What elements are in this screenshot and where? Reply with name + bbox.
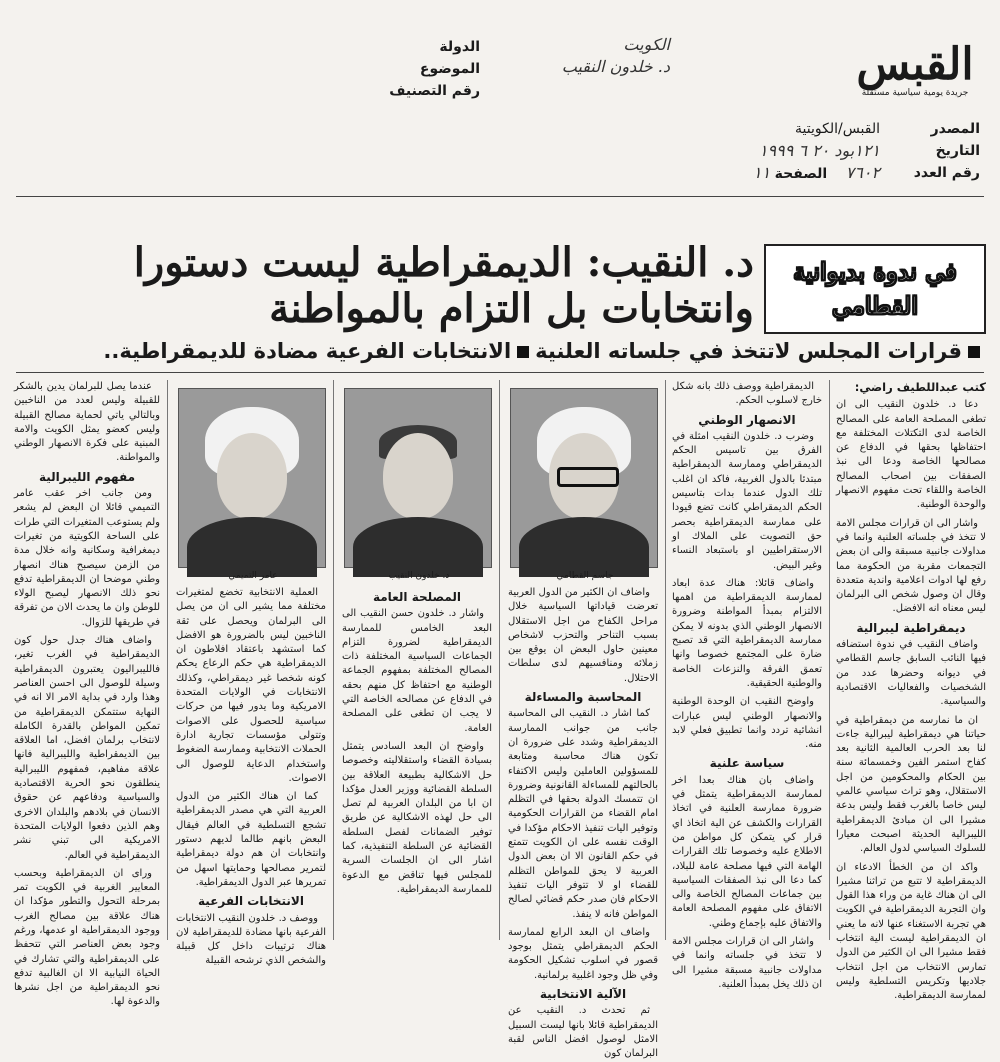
date-value: ١٢١بود ٢٠ ٦ ١٩٩٩ bbox=[758, 141, 880, 160]
subhead-part-2: الانتخابات الفرعية مضادة للديمقراطية.. bbox=[103, 339, 512, 363]
headline bbox=[16, 240, 754, 332]
meta-labels-bottom bbox=[880, 118, 980, 184]
country-value: الكويت bbox=[623, 35, 670, 54]
column-2 bbox=[672, 380, 822, 990]
column-divider bbox=[499, 380, 500, 940]
column-divider bbox=[333, 380, 334, 940]
face-shape bbox=[383, 433, 453, 519]
paragraph: واشار الى ان قرارات مجلس الامة لا تتخذ في جلساته العلنية وانما في مداولات جانبية مسبقة والى ان بعض التجمعات مقربة من الحكومة مما رفع لها ادوات اعلامية واندية متعددة وقال ان وصول شخص الى البرلمان ليس معناه انه الافضل. bbox=[836, 517, 986, 615]
meta-labels-top bbox=[360, 36, 480, 102]
paragraph: واوضح ان البعد السادس يتمثل بسيادة القضاء واستقلاليته وخصوصا حل الاشكالية بطبيعة العلاقة بين السلطة القضائية ووزير العدل مؤكدا ان ابا من البلدان العربية لم تصل الى حل لهذه الاشكالية عن طريق توفير الضمانات لفصل السلطة القضائية عن السلطة التنفيذية، كما اشار الى ان الجلسات السرية للمجلس فيها تناقض مع الدعوة للممارسة الديمقراطية. bbox=[342, 740, 492, 895]
photo-caption: جاسم القطامي bbox=[556, 571, 614, 581]
photo-caption: د. خلدون النقيب bbox=[388, 571, 450, 581]
subject-label: الموضوع bbox=[419, 61, 480, 77]
kicker-text: في ندوة بديوانية القطامي bbox=[793, 257, 957, 320]
paragraph: ان ما نمارسه من ديمقراطية في حياتنا هي ديمقراطية ليبرالية جاءت لنا بعد الحرب العالمية الثانية بعد كفاح استمر الفين وخمسمائة سنة بين الحكام والمحكومين من اجل الاستقلال، وهو تراث سياسي عالمي ليس خاصا بالغرب فقط وليس بدعة مشيرا الى ان مبادئ الديمقراطية الليبرالية الحديثة اصبحت معيارا للسلوك السياسي لدول العالم. bbox=[836, 714, 986, 855]
shoulders-shape bbox=[187, 517, 317, 577]
meta-values-top bbox=[480, 34, 670, 78]
paragraph: ثم تحدث د. النقيب عن الديمقراطية قائلا بانها ليست السبيل الامثل لوصول افضل الناس لقبة البرلمان كون bbox=[508, 1005, 658, 1060]
column-divider bbox=[167, 380, 168, 940]
paragraph: دعا د. خلدون النقيب الى ان تطغى المصلحة العامة على المصالح الخاصة لدى التكتلات المختلفة مع احتفاظها بحقها في الدفاع عن مصالحها الخاصة ودعا الى نبذ الصفقات بين اصحاب المصالح الخاصة واللقاء تحت مفهوم الانصهار والوحدة الوطنية. bbox=[836, 399, 986, 511]
header-divider bbox=[16, 196, 984, 197]
source-label: المصدر bbox=[930, 121, 980, 137]
paragraph: العملية الانتخابية تخضع لمتغيرات مختلفة مما يشير الى ان من يصل الى البرلمان ويحصل على ثقة الناخبين ليس بالضرورة هو الافضل كما استشهد باعتقاد افلاطون ان الديمقراطية هي حكم الرعاع يحكم كونه شخصا غير ديمقراطي، وكذلك الانتخابات في الولايات المتحدة الامريكية وما يدور فيها من حركات سياسية للحصول على الاصوات وتتولى مؤسسات تجارية ادارة الحملات الانتخابية وممارسة الضغوط واستخدام الدعاية للوصول الى الاصوات. bbox=[176, 587, 326, 784]
column-5 bbox=[176, 586, 326, 967]
paragraph: ومن جانب اخر عقب عامر التميمي قائلا ان البعض لم يشعر ولم يستوعب المتغيرات التي طرات على الساحة الكويتية من تغيرات ديمغرافية وسكانية وانه خلال مدة من الزمن سيصبح هناك انصهار وطني موضحا ان الديمقراطية تدفع نحو ذلك الانصهار ليصبح الولاء للوطن وان ما يحدث الان من تفرقة في طريقها للزوال. bbox=[14, 488, 160, 628]
paragraph: الديمقراطية ووصف ذلك بانه شكل خارج لاسلوب الحكم. bbox=[672, 381, 822, 407]
subheadline bbox=[14, 336, 986, 366]
issue-value: ٧٦٠٢ bbox=[845, 163, 880, 182]
headline-line-2: وانتخابات بل التزام بالمواطنة bbox=[269, 285, 754, 332]
paragraph: واشار الى ان قرارات مجلس الامة لا تتخذ في جلساته وانما في مداولات جانبية مسبقة مشيرا الى ان ذلك يخل بمبدأ العلنية. bbox=[672, 935, 822, 990]
page-value: ١١ bbox=[753, 163, 771, 182]
photo-amer-tamimi bbox=[178, 388, 326, 568]
column-6 bbox=[14, 380, 160, 1008]
face-shape bbox=[217, 433, 287, 519]
country-label: الدولة bbox=[439, 39, 480, 55]
shoulders-shape bbox=[353, 517, 483, 577]
paragraph: كما اشار د. النقيب الى المحاسبة جانب من جوانب الممارسة الديمقراطية وشدد على ضرورة ان تكون هناك محاسبة ومتابعة للمسؤولين العاملين وليس الاكتفاء بالحالتهم للمساءلة القانونية وضرورة ان تتمسك الدولة بحقها في التظلم امام القضاء من القرارات الحكومية وتوفير اليات تنفيذ الاحكام مؤكدا في الوقت نفسه على ان الكويت تتمتع في حكم القانون الا ان بعض الدول العربية لا يحق للمواطن التظلم للقضاء او لا تتوفر اليات تنفيذ الاحكام فان صدر حكم قضائي لصالح المواطن فانه لا ينفذ. bbox=[508, 708, 658, 920]
subhead-part-1: قرارات المجلس لاتتخذ في جلساته العلنية bbox=[535, 339, 962, 363]
date-label: التاريخ bbox=[935, 143, 980, 159]
section-heading: الانتخابات الفرعية bbox=[198, 894, 304, 909]
section-heading: ديمقراطية ليبرالية bbox=[856, 620, 966, 635]
column-divider bbox=[665, 380, 666, 940]
paragraph: واضاف هناك جدل حول كون الديمقراطية في الغرب تغير، فالليبراليون يعتبرون الديمقراطية وسيلة للوصول الى احسن العناصر وهذا وارد في بداية الامر الا انه في النهاية ستتمكن الديمقراطية من تمكين المواطن بالقدرة الكاملة لانتخاب برلمان افضل، اما العلاقة بين الديمقراطية والليبرالية فانها علاقة مفاهيم، فمفهوم الليبرالية ينطلقون نحو الحرية الاقتصادية والسياسية ودفاعهم عن حقوق الانسان في بلادهم والبلدان الاخرى وهم الذين دفعوا الولايات المتحدة الامريكية الى تبني نشر الديمقراطية في العالم. bbox=[14, 635, 160, 861]
photo-khaldoun-naqeeb bbox=[344, 388, 492, 568]
section-heading: سياسة علنية bbox=[709, 756, 785, 771]
section-heading: مفهوم الليبرالية bbox=[38, 469, 136, 484]
source-value: القبس/الكويتية bbox=[795, 121, 880, 137]
paragraph: ووصف د. خلدون النقيب الانتخابات الفرعية بانها مضادة للديمقراطية لان هناك ترتيبات داخل كل قبيلة والشخص الذي ترشحه القبيلة bbox=[176, 912, 326, 967]
section-heading: المصلحة العامة bbox=[372, 590, 462, 604]
column-3 bbox=[508, 586, 658, 1060]
paragraph: وراى ان الديمقراطية وبحسب المعايير الغربية في الكويت تمر بمرحلة التحول والتطور مؤكدا ان هناك علاقة بين مصالح الغرب ووجود الديمقراطية او عدمها، ورغم وجود بعض العناصر التي تتحفظ على الديمقراطية والتي تشارك في الحياة النيابية الا ان الغالبية تدفع نحو الديمقراطية من اجل نشرها والدعوة لها. bbox=[14, 867, 160, 1008]
kicker-box bbox=[764, 244, 986, 334]
byline: كتب عبداللطيف راضي: bbox=[854, 380, 986, 394]
paragraph: واشار د. خلدون حسن النقيب الى البعد الخامس للممارسة الديمقراطية لضرورة التزام الجماعات السياسية المختلفة ذات المصالح المختلفة بمفهوم الجماعة الوطنية مع احتفاظ كل منهم بحقه في الدفاع عن مصالحه الخاصة التي لا يجب ان تطغى على المصلحة العامة. bbox=[342, 608, 492, 734]
paragraph: واضاف قائلا: هناك عدة ابعاد لممارسة الديمقراطية من اهمها الالتزام بمبدأ المواطنة وضرورة الانصهار الوطني الذي بدونه لا يمكن ممارسة الديمقراطية التي قد تصبح ضارة على المجتمع خصوصا وانها تعمق الفرقة والنزعات الخاصة والوطنية الحقيقية. bbox=[672, 577, 822, 689]
column-1 bbox=[836, 380, 986, 1002]
paragraph: كما ان هناك الكثير من الدول العربية التي هي مصدر الديمقراطية تشجع التسلطية في العالم فيقال البعض بانهم طالما لديهم دستور وانتخابات ان هم دولة ديمقراطية لتمرير مصالحها وحمايتها اسهل من تمريرها عبر الدول الديمقراطية. bbox=[176, 791, 326, 888]
headline-divider bbox=[16, 372, 984, 373]
logo-name: القبس bbox=[856, 39, 974, 90]
shoulders-shape bbox=[519, 517, 649, 577]
paragraph: واضاف بان هناك بعدا اخر لممارسة الديمقراطية يتمثل في ضرورة ممارسة العلنية في اتخاذ القرارات والكشف عن الية اتخاذ اي قرار كي يتمكن كل مواطن من الاطلاع عليه وخصوصا تلك القرارات الهامة التي فيها مصلحة عامة للبلاد، كما دعا الى نبذ الصفقات السياسية بين جماعات المصالح الخاصة والى الاتفاق على مفهوم المصلحة العامة والاتفاق عليه بإجماع وطني. bbox=[672, 774, 822, 929]
section-heading: الانصهار الوطني bbox=[698, 412, 796, 427]
photo-jassem-qattami bbox=[510, 388, 658, 568]
paragraph: وضرب د. خلدون النقيب امثلة في الفرق بين تاسيس الحكم الديمقراطي وممارسة الديمقراطية مبتدئا بالدول الغربية، فاكد ان اغلب تلك الدول عندما بدات بتاسيس الحكم الديمقراطي كانت تضع قيودا على ممارسة الديمقراطية بحصر حق التصويت على الملاك او الارستقراطيين او باستبعاد النساء وغير البيض. bbox=[672, 430, 822, 571]
glasses-shape bbox=[557, 467, 619, 487]
page-label: الصفحة bbox=[774, 166, 828, 182]
headline-line-1: د. النقيب: الديمقراطية ليست دستورا bbox=[133, 239, 754, 286]
photo-caption: عامر التميمي bbox=[228, 571, 278, 581]
section-heading: المحاسبة والمساءلة bbox=[524, 690, 642, 705]
issue-label: رقم العدد bbox=[913, 165, 980, 181]
meta-values-bottom bbox=[620, 118, 880, 185]
logo-tagline: جريدة يومية سياسية مستقلة bbox=[861, 88, 969, 98]
paragraph: واكد ان من الخطأ الادعاء ان الديمقراطية لا تتبع من تراثنا مشيرا الى ان هناك غاية من وراء هذا القول وان التجربة الديمقراطية في الكويت هي تجربة الاستغناء عنها لانه ما يعني ان الديمقراطية ليست الية انتخاب فقط مشيرا الى ان الكثير من الدول تمارس الانتخاب من اجل انتخاب جلاديها وتكريس التسلطية وليس لممارسة الديمقراطية. bbox=[836, 861, 986, 1002]
paragraph: واضاف ان البعد الرابع لممارسة الحكم الديمقراطي يتمثل بوجود قصور في اسلوب تشكيل الحكومة وفي ظل وجود اغلبية برلمانية. bbox=[508, 926, 658, 981]
paragraph: عندما يصل للبرلمان يدين بالشكر للقبيلة وليس لعدد من الناخبين وبالتالي ياتي لحماية مصالح القبيلة وليس كعضو يمثل الكويت والامة المبنية على فكرة الانصهار الوطني والمواطنة. bbox=[14, 381, 160, 464]
paragraph: واوضح النقيب ان الوحدة الوطنية والانصهار الوطني ليس عبارات انشائية تردد وانما تطبيق فعلي لابد منه. bbox=[672, 696, 822, 751]
bullet-square bbox=[517, 346, 529, 358]
paragraph: واضاف ان الكثير من الدول العربية تعرضت قياداتها السياسية خلال مراحل الكفاح من اجل الاستقلال بسبب التناحر والتحزب لاشخاص معينين حاول البعض ان يوقع بين زملائه ومنافسيهم لدى سلطات الاحتلال. bbox=[508, 587, 658, 684]
column-4 bbox=[342, 586, 492, 940]
paragraph: واضاف النقيب في ندوة استضافه فيها النائب السابق جاسم القطامي في ديوانه وحضرها عدد من الشخصيات والفعاليات الاقتصادية والسياسية. bbox=[836, 639, 986, 708]
newspaper-logo bbox=[850, 39, 980, 99]
bullet-square bbox=[968, 346, 980, 358]
section-heading: الآلية الانتخابية bbox=[539, 987, 627, 1002]
column-divider bbox=[829, 380, 830, 940]
classification-label: رقم التصنيف bbox=[389, 83, 480, 99]
subject-value: د. خلدون النقيب bbox=[561, 57, 670, 76]
